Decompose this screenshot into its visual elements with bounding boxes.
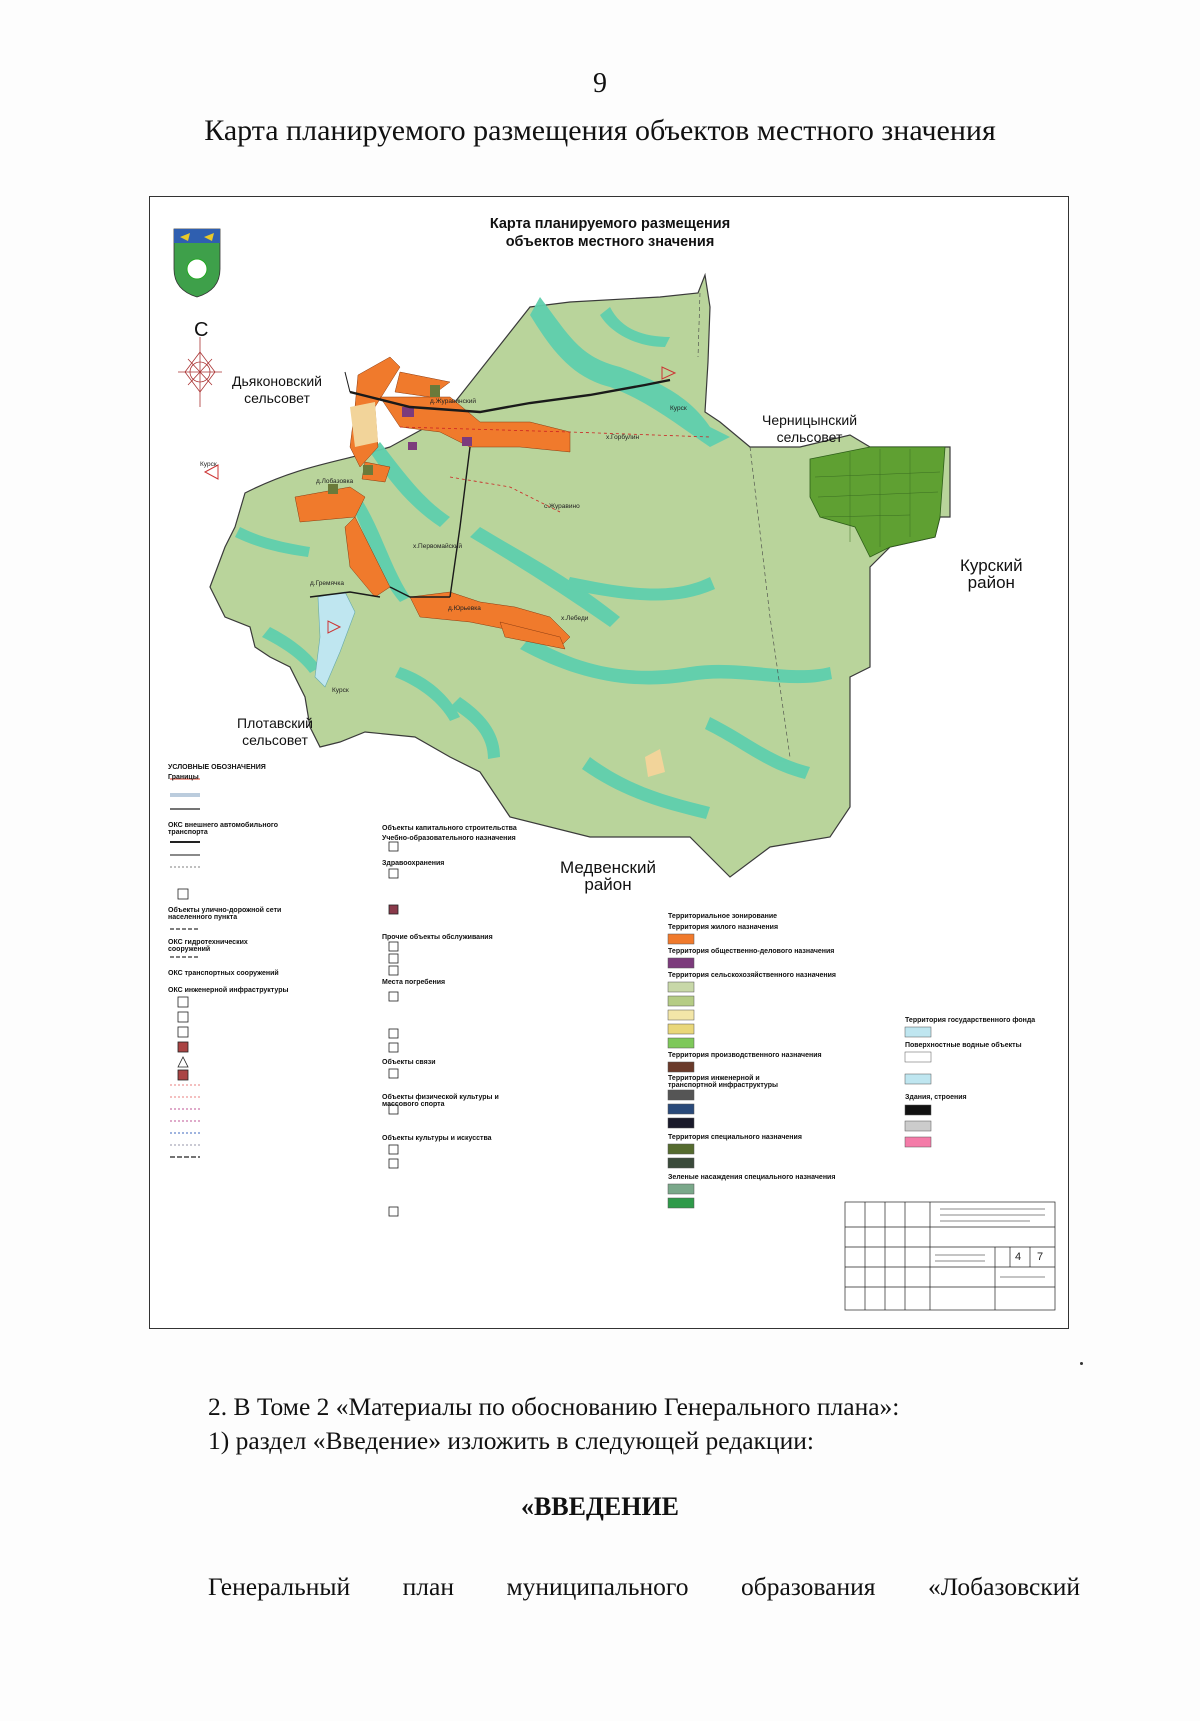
road-marker-label: Курск: [332, 687, 349, 694]
legend-mid-section: Объекты связи: [382, 1059, 436, 1066]
settlement-label: д.Лобазовка: [316, 478, 354, 485]
settlement-label: х.Лебеди: [561, 615, 589, 622]
legend-mid-section: Здравоохранения: [382, 860, 445, 867]
legend-zone-section: Территория жилого назначения: [668, 924, 779, 931]
legend-mid-section: Учебно-образовательного назначения: [382, 835, 516, 842]
legend-section: ОКС гидротехнических сооружений: [168, 939, 248, 953]
map-title-line2: объектов местного значения: [505, 234, 715, 250]
paragraph-introduction-section: 1) раздел «Введение» изложить в следующей редакции:: [208, 1426, 814, 1455]
paragraph-general-plan: Генеральный план муниципального образования «Лобазовский: [208, 1572, 1080, 1601]
section-heading: «ВВЕДЕНИЕ: [520, 1492, 680, 1521]
legend-zone-section: Территория общественно-делового назначения: [668, 948, 835, 955]
label-plotavsky: [237, 715, 313, 749]
legend-right-section: Поверхностные водные объекты: [905, 1042, 1022, 1049]
legend-zone-title: Территориальное зонирование: [668, 913, 778, 920]
legend-mid-section: Прочие объекты обслуживания: [382, 934, 493, 941]
paragraph-volume2: 2. В Томе 2 «Материалы по обоснованию Генерального плана»:: [208, 1392, 900, 1421]
legend-section: Границы: [168, 774, 199, 781]
settlement-label: д.Журавинский: [430, 398, 476, 405]
settlement-label: х.Первомайский: [413, 543, 463, 550]
label-kursky-1: Курский: [960, 556, 1023, 575]
settlement-label: д.Гремячка: [310, 580, 344, 587]
label-medvensky-1: Медвенский: [560, 858, 656, 877]
label-chernitsyn-2: сельсовет: [776, 429, 843, 445]
legend-zone-section: Зеленые насаждения специального назначения: [668, 1174, 836, 1181]
label-chernitsyn: [762, 412, 857, 446]
stamp-sheet: 4: [1015, 1251, 1022, 1263]
north-compass: [178, 337, 222, 407]
legend-title: УСЛОВНЫЕ ОБОЗНАЧЕНИЯ: [168, 764, 266, 771]
legend-zone-section: Территория специального назначения: [668, 1134, 802, 1141]
settlement-label: х.Горбулин: [606, 434, 640, 441]
compass-letter: С: [194, 319, 209, 341]
label-plotavsky-1: Плотавский: [237, 715, 313, 731]
legend-zone-section: Территория сельскохозяйственного назначения: [668, 972, 837, 979]
road-marker-label: Курск: [670, 405, 687, 412]
legend-section: Объекты улично-дорожной сети населенного пункта: [168, 907, 282, 921]
title-block-stamp: [845, 1202, 1055, 1310]
scan-speck: [1080, 1362, 1083, 1365]
label-dyakonovsky: [232, 373, 322, 407]
legend-section: ОКС инженерной инфраструктуры: [168, 987, 289, 994]
legend-section: ОКС транспортных сооружений: [168, 970, 279, 977]
legend-zone-section: Территория производственного назначения: [668, 1052, 822, 1059]
settlement-label: с.Журавино: [544, 503, 580, 510]
stamp-sheets-total: 7: [1037, 1251, 1044, 1263]
legend-mid-section: Места погребения: [382, 979, 446, 986]
legend-mid-title: Объекты капитального строительства: [382, 825, 517, 832]
legend-zone-section: Территория инженерной и транспортной инфраструктуры: [668, 1075, 778, 1089]
page-title: Карта планируемого размещения объектов местного значения: [204, 114, 996, 147]
legend-mid-section: Объекты культуры и искусства: [382, 1135, 492, 1142]
legend-section: ОКС внешнего автомобильного транспорта: [168, 822, 279, 836]
map-svg: [150, 197, 1070, 1330]
settlement-label: д.Юрьевка: [448, 605, 481, 612]
label-medvensky-2: район: [584, 875, 632, 894]
page-number: 9: [593, 68, 607, 99]
map-title: [150, 215, 1070, 251]
label-kursky-2: район: [967, 573, 1015, 592]
map-figure: [149, 196, 1069, 1329]
road-marker-label: Курск: [200, 461, 217, 468]
map-title-line1: Карта планируемого размещения: [489, 216, 731, 232]
legend-mid-section: Объекты физической культуры и массового спорта: [382, 1094, 499, 1108]
legend-right-section: Здания, строения: [905, 1094, 967, 1101]
label-medvensky: [560, 859, 656, 893]
label-plotavsky-2: сельсовет: [242, 732, 308, 748]
label-chernitsyn-1: Черницынский: [762, 412, 858, 428]
legend-right-section: Территория государственного фонда: [905, 1017, 1036, 1024]
label-dyakonovsky-2: сельсовет: [244, 390, 310, 406]
legend-icons-mid: [389, 842, 398, 1216]
label-kursky: [960, 557, 1023, 591]
label-dyakonovsky-1: Дьяконовский: [232, 373, 322, 389]
